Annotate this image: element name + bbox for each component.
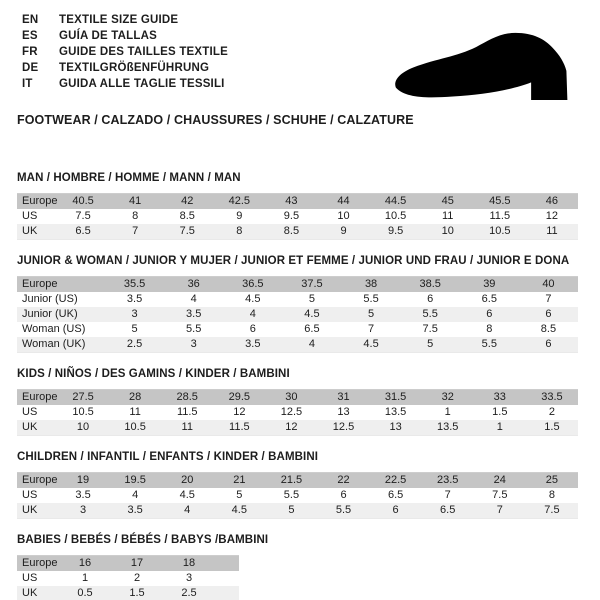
size-cell: 6 [223, 322, 282, 337]
row-label-cell: UK [17, 503, 57, 519]
size-cell: 7 [422, 488, 474, 503]
section-title: JUNIOR & WOMAN / JUNIOR Y MUJER / JUNIOR ET FEMME / JUNIOR UND FRAU / JUNIOR E DONA [17, 255, 570, 267]
size-cell: 10 [422, 224, 474, 240]
table-row [17, 571, 239, 586]
size-cell: 10.5 [57, 405, 109, 420]
table-row [17, 307, 578, 322]
size-cell: 31 [317, 390, 369, 406]
size-cell: 1 [422, 405, 474, 420]
size-cell: 6 [401, 292, 460, 307]
size-cell: 7.5 [474, 488, 526, 503]
category-heading: FOOTWEAR / CALZADO / CHAUSSURES / SCHUHE / CALZATURE [17, 113, 414, 127]
size-cell: 12.5 [317, 420, 369, 436]
size-cell: 12 [265, 420, 317, 436]
size-cell: 3 [163, 571, 215, 586]
size-cell: 5.5 [401, 307, 460, 322]
size-cell: 19 [57, 473, 109, 489]
size-cell: 9 [317, 224, 369, 240]
size-cell: 8 [213, 224, 265, 240]
size-cell: 22 [317, 473, 369, 489]
size-cell: 3.5 [223, 337, 282, 353]
size-cell: 4.5 [161, 488, 213, 503]
table-row [17, 488, 578, 503]
section-title: MAN / HOMBRE / HOMME / MANN / MAN [17, 172, 241, 184]
size-cell: 7 [519, 292, 578, 307]
size-section [17, 255, 578, 353]
table-row [17, 390, 578, 406]
size-cell: 7 [342, 322, 401, 337]
size-cell: 4 [223, 307, 282, 322]
size-cell: 42.5 [213, 194, 265, 210]
size-cell: 7.5 [57, 209, 109, 224]
row-label-cell: Europe [17, 194, 57, 210]
size-cell: 11 [161, 420, 213, 436]
language-label: GUIDE DES TAILLES TEXTILE [59, 46, 228, 58]
size-cell: 4.5 [342, 337, 401, 353]
row-label-cell: US [17, 405, 57, 420]
row-label-cell: Junior (US) [17, 292, 105, 307]
table-row [17, 405, 578, 420]
size-cell: 2 [526, 405, 578, 420]
size-cell: 5 [213, 488, 265, 503]
filler-cell [215, 586, 239, 600]
size-sections [17, 172, 578, 600]
size-table [17, 389, 578, 436]
size-cell: 5 [342, 307, 401, 322]
size-cell: 9.5 [265, 209, 317, 224]
size-cell: 12 [213, 405, 265, 420]
size-cell: 46 [526, 194, 578, 210]
size-table [17, 472, 578, 519]
size-cell: 19.5 [109, 473, 161, 489]
filler-cell [215, 571, 239, 586]
size-cell: 6.5 [422, 503, 474, 519]
size-cell: 6.5 [370, 488, 422, 503]
size-cell: 3.5 [57, 488, 109, 503]
size-cell: 11 [422, 209, 474, 224]
size-cell: 10.5 [474, 224, 526, 240]
size-cell: 5.5 [342, 292, 401, 307]
size-cell: 1 [474, 420, 526, 436]
size-cell: 32 [422, 390, 474, 406]
row-label-cell: Europe [17, 390, 57, 406]
row-label-cell: Europe [17, 277, 105, 293]
size-section [17, 368, 578, 436]
size-cell: 10 [317, 209, 369, 224]
size-cell: 6.5 [460, 292, 519, 307]
size-cell: 8 [109, 209, 161, 224]
row-label-cell: UK [17, 586, 59, 600]
size-cell: 5.5 [164, 322, 223, 337]
size-cell: 12.5 [265, 405, 317, 420]
size-cell: 10.5 [370, 209, 422, 224]
size-cell: 11.5 [474, 209, 526, 224]
table-row [17, 209, 578, 224]
size-cell: 27.5 [57, 390, 109, 406]
table-row [17, 194, 578, 210]
size-cell: 7.5 [161, 224, 213, 240]
size-cell: 4.5 [223, 292, 282, 307]
size-table [17, 193, 578, 240]
size-cell: 1.5 [526, 420, 578, 436]
size-cell: 11 [526, 224, 578, 240]
size-cell: 3 [164, 337, 223, 353]
size-cell: 9.5 [370, 224, 422, 240]
size-cell: 13 [317, 405, 369, 420]
size-section [17, 172, 578, 240]
row-label-cell: Europe [17, 473, 57, 489]
shoe-icon [390, 24, 586, 108]
size-cell: 36 [164, 277, 223, 293]
language-label: TEXTILE SIZE GUIDE [59, 14, 179, 26]
size-cell: 7.5 [526, 503, 578, 519]
size-cell: 13 [370, 420, 422, 436]
row-label-cell: UK [17, 420, 57, 436]
size-cell: 2.5 [105, 337, 164, 353]
size-cell: 5.5 [460, 337, 519, 353]
table-row [17, 337, 578, 353]
row-label-cell: US [17, 488, 57, 503]
size-cell: 1.5 [474, 405, 526, 420]
table-row [17, 473, 578, 489]
size-cell: 40 [519, 277, 578, 293]
row-label-cell: Woman (US) [17, 322, 105, 337]
size-cell: 28.5 [161, 390, 213, 406]
size-cell: 4.5 [282, 307, 341, 322]
size-cell: 28 [109, 390, 161, 406]
table-row [17, 556, 239, 572]
size-table [17, 555, 239, 600]
size-cell: 21 [213, 473, 265, 489]
size-cell: 20 [161, 473, 213, 489]
size-cell: 11.5 [213, 420, 265, 436]
section-title: BABIES / BEBÉS / BÉBÉS / BABYS /BAMBINI [17, 534, 269, 546]
size-cell: 43 [265, 194, 317, 210]
size-cell: 3.5 [109, 503, 161, 519]
size-cell: 25 [526, 473, 578, 489]
filler-cell [215, 556, 239, 572]
size-cell: 2 [111, 571, 163, 586]
row-label-cell: US [17, 209, 57, 224]
size-cell: 4 [164, 292, 223, 307]
size-cell: 1.5 [111, 586, 163, 600]
size-cell: 3.5 [105, 292, 164, 307]
size-cell: 6 [460, 307, 519, 322]
size-cell: 23.5 [422, 473, 474, 489]
size-cell: 3 [57, 503, 109, 519]
size-cell: 16 [59, 556, 111, 572]
row-label-cell: Europe [17, 556, 59, 572]
section-title: KIDS / NIÑOS / DES GAMINS / KINDER / BAMBINI [17, 368, 290, 380]
language-label: GUÍA DE TALLAS [59, 30, 157, 42]
section-title: CHILDREN / INFANTIL / ENFANTS / KINDER / BAMBINI [17, 451, 319, 463]
size-section [17, 451, 578, 519]
table-row [17, 224, 578, 240]
row-label-cell: UK [17, 224, 57, 240]
size-cell: 7.5 [401, 322, 460, 337]
row-label-cell: US [17, 571, 59, 586]
language-code: EN [22, 14, 39, 26]
size-cell: 8 [460, 322, 519, 337]
dress-shoe-silhouette [390, 24, 586, 108]
language-label: TEXTILGRÖßENFÜHRUNG [59, 62, 210, 74]
table-row [17, 586, 239, 600]
size-cell: 30 [265, 390, 317, 406]
size-cell: 5 [105, 322, 164, 337]
size-cell: 29.5 [213, 390, 265, 406]
table-row [17, 292, 578, 307]
size-cell: 33.5 [526, 390, 578, 406]
size-cell: 6 [519, 307, 578, 322]
size-cell: 9 [213, 209, 265, 224]
size-cell: 8.5 [161, 209, 213, 224]
size-cell: 4 [109, 488, 161, 503]
table-row [17, 503, 578, 519]
table-row [17, 322, 578, 337]
size-cell: 42 [161, 194, 213, 210]
size-cell: 44.5 [370, 194, 422, 210]
size-cell: 3.5 [164, 307, 223, 322]
size-cell: 5 [401, 337, 460, 353]
size-cell: 4 [282, 337, 341, 353]
size-cell: 13.5 [370, 405, 422, 420]
size-cell: 41 [109, 194, 161, 210]
language-label: GUIDA ALLE TAGLIE TESSILI [59, 78, 225, 90]
size-cell: 37.5 [282, 277, 341, 293]
language-code: IT [22, 78, 33, 90]
size-cell: 1 [59, 571, 111, 586]
size-cell: 45.5 [474, 194, 526, 210]
size-cell: 6.5 [57, 224, 109, 240]
size-cell: 33 [474, 390, 526, 406]
size-cell: 40.5 [57, 194, 109, 210]
size-cell: 6 [370, 503, 422, 519]
table-row [17, 420, 578, 436]
size-cell: 35.5 [105, 277, 164, 293]
size-cell: 5 [282, 292, 341, 307]
language-code: FR [22, 46, 38, 58]
size-cell: 12 [526, 209, 578, 224]
size-cell: 38.5 [401, 277, 460, 293]
size-cell: 5.5 [317, 503, 369, 519]
size-cell: 39 [460, 277, 519, 293]
row-label-cell: Woman (UK) [17, 337, 105, 353]
size-table [17, 276, 578, 353]
size-cell: 10.5 [109, 420, 161, 436]
size-cell: 38 [342, 277, 401, 293]
row-label-cell: Junior (UK) [17, 307, 105, 322]
size-cell: 5 [265, 503, 317, 519]
size-cell: 6 [519, 337, 578, 353]
size-cell: 17 [111, 556, 163, 572]
size-cell: 21.5 [265, 473, 317, 489]
size-cell: 3 [105, 307, 164, 322]
table-row [17, 277, 578, 293]
size-cell: 44 [317, 194, 369, 210]
size-cell: 5.5 [265, 488, 317, 503]
size-cell: 6.5 [282, 322, 341, 337]
size-cell: 45 [422, 194, 474, 210]
size-cell: 0.5 [59, 586, 111, 600]
size-cell: 7 [474, 503, 526, 519]
size-cell: 13.5 [422, 420, 474, 436]
size-cell: 6 [317, 488, 369, 503]
size-cell: 36.5 [223, 277, 282, 293]
size-cell: 2.5 [163, 586, 215, 600]
size-cell: 7 [109, 224, 161, 240]
language-code: ES [22, 30, 38, 42]
size-cell: 8.5 [519, 322, 578, 337]
size-cell: 11.5 [161, 405, 213, 420]
size-cell: 8.5 [265, 224, 317, 240]
size-cell: 8 [526, 488, 578, 503]
size-cell: 18 [163, 556, 215, 572]
size-cell: 11 [109, 405, 161, 420]
size-cell: 31.5 [370, 390, 422, 406]
size-section [17, 534, 578, 600]
size-cell: 24 [474, 473, 526, 489]
size-cell: 4.5 [213, 503, 265, 519]
size-cell: 22.5 [370, 473, 422, 489]
size-cell: 10 [57, 420, 109, 436]
language-code: DE [22, 62, 39, 74]
size-cell: 4 [161, 503, 213, 519]
